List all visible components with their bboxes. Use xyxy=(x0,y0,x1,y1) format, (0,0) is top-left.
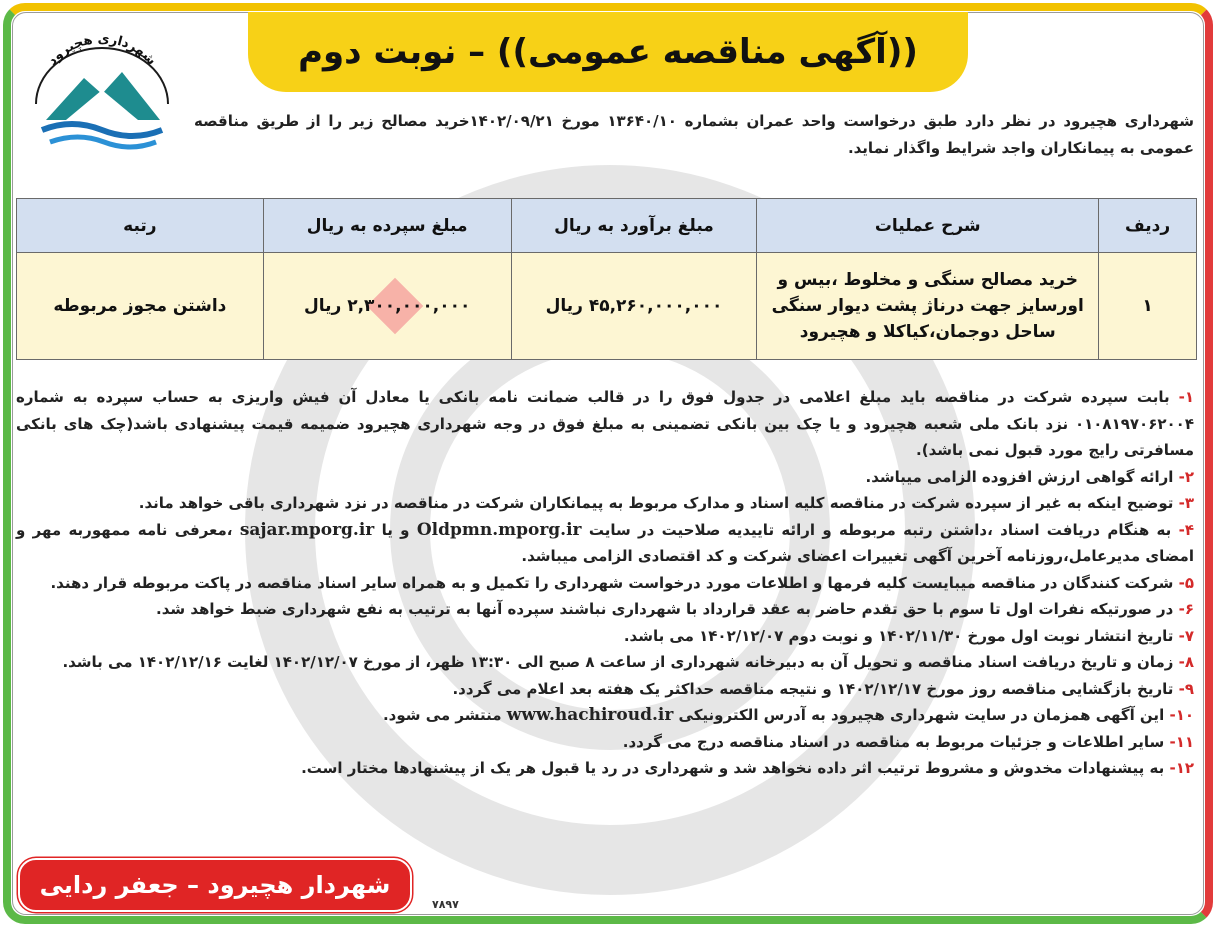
header-estimate: مبلغ برآورد به ریال xyxy=(511,199,757,253)
list-item xyxy=(16,596,1194,623)
cell-rank: داشتن مجوز مربوطه xyxy=(17,253,264,360)
list-item xyxy=(16,570,1194,597)
term-text: سایر اطلاعات و جزئیات مربوط به مناقصه در اسناد مناقصه درج می گردد. xyxy=(622,732,1165,751)
list-item xyxy=(16,755,1194,782)
cell-estimate: ۴۵,۲۶۰,۰۰۰,۰۰۰ ریال xyxy=(511,253,757,360)
term-text: زمان و تاریخ دریافت اسناد مناقصه و تحویل آن به دبیرخانه شهرداری از ساعت ۸ صبح الی ۱۳:۳۰ ظهر، از مورخ ۱۴۰۲/۱۲/۰۷ لغایت ۱۴۰۲/۱۲/۱۶ می باشد. xyxy=(62,653,1174,671)
term-text: به هنگام دریافت اسناد ،داشتن رتبه مربوطه و ارائه تاییدیه صلاحیت در سایت xyxy=(588,520,1172,539)
term-text: تاریخ انتشار نوبت اول مورخ ۱۴۰۲/۱۱/۳۰ و نوبت دوم ۱۴۰۲/۱۲/۰۷ می باشد. xyxy=(623,626,1174,645)
header-row-number: ردیف xyxy=(1099,199,1197,253)
ad-code: ۷۸۹۷ xyxy=(432,898,459,911)
term-number: ۲- xyxy=(1178,467,1194,486)
list-item xyxy=(16,384,1194,464)
term-number: ۷- xyxy=(1178,626,1194,645)
mayor-signature-box xyxy=(18,858,412,912)
cell-description: خرید مصالح سنگی و مخلوط ،بیس و اورسایز جهت درناژ پشت دیوار سنگی ساحل دوجمان،کیاکلا و هچیرود xyxy=(757,253,1099,360)
site-link-oldpmn[interactable]: Oldpmn.mporg.ir xyxy=(416,519,582,540)
mayor-name: شهردار هچیرود – جعفر ردایی xyxy=(39,871,391,899)
table-header-row xyxy=(17,199,1197,253)
term-text: به پیشنهادات مخدوش و مشروط ترتیب اثر داده نخواهد شد و شهرداری در رد یا قبول هر یک از پیشنهادها مختار است. xyxy=(301,759,1165,777)
term-number: ۱- xyxy=(1178,388,1194,406)
list-item xyxy=(16,649,1194,676)
deposit-value: ۲,۳۰۰,۰۰۰,۰۰۰ ریال xyxy=(303,296,471,316)
cell-deposit xyxy=(263,253,511,360)
header-description: شرح عملیات xyxy=(757,199,1099,253)
municipality-logo-icon xyxy=(22,28,182,158)
page-title: ((آگهی مناقصه عمومی)) – نوبت دوم xyxy=(298,32,918,72)
term-number: ۵- xyxy=(1178,573,1194,592)
term-text: توضیح اینکه به غیر از سپرده شرکت در مناقصه کلیه اسناد و مدارک مربوط به پیمانکاران شرکت در مناقصه در نزد شهرداری باقی خواهد ماند. xyxy=(138,494,1174,512)
intro-paragraph: شهرداری هچیرود در نظر دارد طبق درخواست واحد عمران بشماره ۱۳۶۴۰/۱۰ مورخ ۱۴۰۲/۰۹/۲۱خرید مصالح زیر را از طریق مناقصه عمومی به پیمانکاران واجد شرایط واگذار نماید. xyxy=(194,112,1194,157)
cell-row-number: ۱ xyxy=(1099,253,1197,360)
list-item xyxy=(16,623,1194,650)
term-number: ۱۰- xyxy=(1169,706,1194,724)
term-text: این آگهی همزمان در سایت شهرداری هچیرود به آدرس الکترونیکی xyxy=(678,706,1165,724)
deposit-wrap xyxy=(304,293,470,319)
list-item xyxy=(16,464,1194,491)
site-link-hachiroud[interactable]: www.hachiroud.ir xyxy=(506,705,674,725)
term-text: ارائه گواهی ارزش افزوده الزامی میباشد. xyxy=(865,467,1174,486)
term-text: بابت سپرده شرکت در مناقصه باید مبلغ اعلامی در جدول فوق را در قالب ضمانت نامه بانکی یا معادل آن فیش واریزی به حساب سپرده به شماره ۰۱۰۸۱۹۷۰۶۲۰۰۴ نزد بانک ملی شعبه هچیرود و یا چک بین بانکی تضمینی به مبلغ فوق در وجه شهرداری هچیرود ضمیمه قیمت پیشنهادی باشد(چک های بانکی مسافرتی رایج مورد قبول نمی باشد). xyxy=(16,388,1194,459)
term-number: ۱۲- xyxy=(1169,759,1194,777)
header-band xyxy=(248,12,968,92)
list-item xyxy=(16,702,1194,729)
term-text: و یا xyxy=(381,520,410,539)
term-number: ۱۱- xyxy=(1169,732,1194,751)
term-number: ۸- xyxy=(1178,653,1194,671)
table-row xyxy=(17,253,1197,360)
list-item xyxy=(16,676,1194,703)
list-item xyxy=(16,729,1194,756)
term-text: شرکت کنندگان در مناقصه میبایست کلیه فرمها و اطلاعات مورد درخواست شهرداری را تکمیل و به همراه سایر اسناد مناقصه در پاکت مربوطه قرار دهند. xyxy=(50,573,1174,592)
term-number: ۳- xyxy=(1178,494,1194,512)
term-text: منتشر می شود. xyxy=(382,706,502,724)
list-item xyxy=(16,490,1194,517)
term-text: در صورتیکه نفرات اول تا سوم با حق تقدم حاضر به عقد قرارداد با شهرداری نباشند سپرده آنها به ترتیب به نفع شهرداری ضبط خواهد شد. xyxy=(156,600,1174,618)
term-text: تاریخ بازگشایی مناقصه روز مورخ ۱۴۰۲/۱۲/۱۷ و نتیجه مناقصه حداکثر یک هفته بعد اعلام می گردد. xyxy=(452,679,1174,698)
operations-table xyxy=(16,198,1197,360)
header-deposit: مبلغ سپرده به ریال xyxy=(263,199,511,253)
list-item xyxy=(16,517,1194,570)
term-number: ۶- xyxy=(1178,600,1194,618)
site-link-sajar[interactable]: sajar.mporg.ir xyxy=(239,519,375,540)
terms-list xyxy=(16,384,1194,782)
term-text: ،معرفی نامه ممهوربه مهر و امضای مدیرعامل،روزنامه آخرین آگهی تغییرات اعضای شرکت و کد اقتصادی الزامی میباشد. xyxy=(16,520,1194,565)
term-number: ۴- xyxy=(1178,520,1194,539)
logo-text: شهرداری هچیرود xyxy=(44,31,159,69)
header-rank: رتبه xyxy=(17,199,264,253)
term-number: ۹- xyxy=(1178,679,1194,698)
